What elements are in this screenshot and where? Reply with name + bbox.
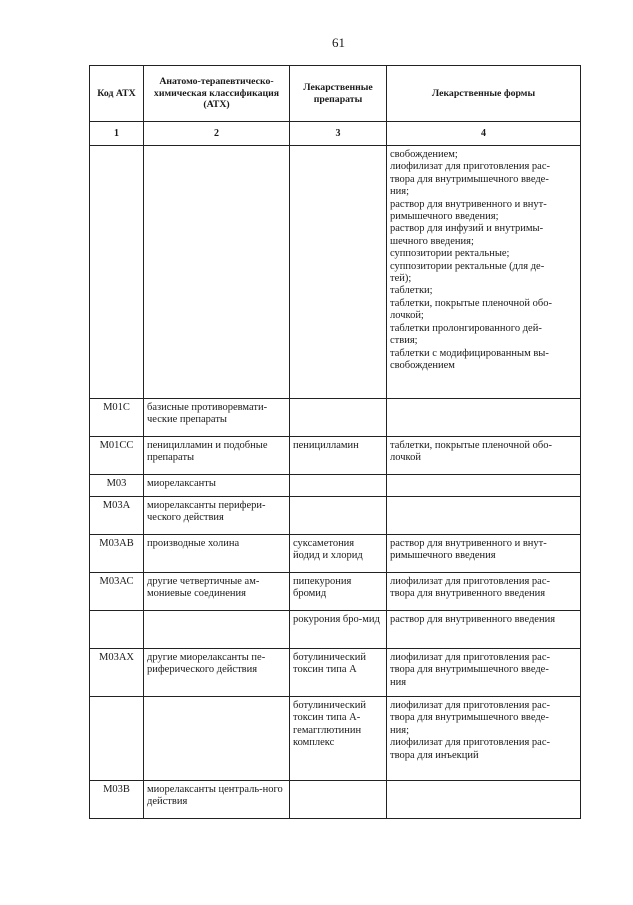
drug-cell xyxy=(290,781,387,819)
column-number: 1 xyxy=(90,122,144,146)
atc-code-cell: М03В xyxy=(90,781,144,819)
page-number: 61 xyxy=(332,35,345,50)
dosage-form-line: таблетки, покрытые пленочной обо- xyxy=(390,440,552,451)
drug-cell xyxy=(290,497,387,535)
table-row xyxy=(90,535,581,573)
dosage-forms-cell xyxy=(387,781,581,819)
dosage-form-line: раствор для инфузий и внутримы- xyxy=(390,223,544,235)
header-row xyxy=(90,66,581,122)
atc-code-cell: М03АС xyxy=(90,573,144,611)
classification-cell: миорелаксанты централь-ного действия xyxy=(144,781,290,819)
dosage-form-line: лочкой xyxy=(390,452,421,464)
dosage-forms-cell xyxy=(387,573,581,611)
drug-cell: ботулинический токсин типа А xyxy=(290,649,387,697)
dosage-form-line: твора для инъекций xyxy=(390,749,479,761)
dosage-form-line: раствор для внутривенного и внут- xyxy=(390,538,547,549)
dosage-forms-cell xyxy=(387,535,581,573)
column-number: 4 xyxy=(387,122,581,146)
dosage-form-line: твора для внутримышечного введе- xyxy=(390,173,549,185)
table-row xyxy=(90,781,581,819)
dosage-form-line: тей); xyxy=(390,273,412,285)
dosage-form-line: лиофилизат для приготовления рас- xyxy=(390,161,551,173)
atc-code-cell: М03АХ xyxy=(90,649,144,697)
dosage-form-line: ния; xyxy=(390,186,409,198)
header-atc-code: Код АТХ xyxy=(90,66,144,122)
dosage-form-line: лочкой; xyxy=(390,310,424,322)
dosage-form-line: лиофилизат для приготовления рас- xyxy=(390,700,551,711)
header-classification: Анатомо-терапевтическо-химическая классификация (АТХ) xyxy=(144,66,290,122)
dosage-form-line: таблетки; xyxy=(390,285,433,297)
dosage-form-line: свобождением xyxy=(390,359,455,371)
classification-cell xyxy=(144,146,290,399)
dosage-form-line: шечного введения; xyxy=(390,235,474,247)
dosage-form-line: суппозитории ректальные (для де- xyxy=(390,260,545,272)
drug-cell xyxy=(290,146,387,399)
column-number-row xyxy=(90,122,581,146)
atc-table xyxy=(89,65,581,819)
atc-code-cell: М03А xyxy=(90,497,144,535)
drug-cell: суксаметония йодид и хлорид xyxy=(290,535,387,573)
drug-cell: рокурония бро-мид xyxy=(290,611,387,649)
classification-cell: миорелаксанты перифери-ческого действия xyxy=(144,497,290,535)
dosage-forms-cell xyxy=(387,399,581,437)
dosage-forms-cell xyxy=(387,475,581,497)
table-row xyxy=(90,497,581,535)
classification-cell xyxy=(144,611,290,649)
dosage-form-line: твора для внутримышечного введе- xyxy=(390,664,549,676)
dosage-form-line: лиофилизат для приготовления рас- xyxy=(390,576,551,587)
atc-code-cell: М03АВ xyxy=(90,535,144,573)
drug-cell: пеницилламин xyxy=(290,437,387,475)
table-row xyxy=(90,573,581,611)
dosage-forms-cell xyxy=(387,611,581,649)
classification-cell: базисные противоревмати-ческие препараты xyxy=(144,399,290,437)
dosage-form-line: римышечного введения xyxy=(390,550,496,562)
dosage-form-line: лиофилизат для приготовления рас- xyxy=(390,652,551,663)
table-row xyxy=(90,146,581,399)
table-row xyxy=(90,475,581,497)
dosage-form-line: свобождением; xyxy=(390,149,458,160)
classification-cell: миорелаксанты xyxy=(144,475,290,497)
dosage-forms-cell xyxy=(387,497,581,535)
drug-cell xyxy=(290,475,387,497)
dosage-form-line: таблетки пролонгированного дей- xyxy=(390,322,542,334)
drug-cell: пипекурония бромид xyxy=(290,573,387,611)
dosage-form-line: лиофилизат для приготовления рас- xyxy=(390,737,551,749)
dosage-forms-cell xyxy=(387,146,581,399)
dosage-form-line: ния; xyxy=(390,724,409,736)
atc-code-cell xyxy=(90,146,144,399)
dosage-form-line: твора для внутримышечного введе- xyxy=(390,712,549,724)
dosage-form-line: таблетки, покрытые пленочной обо- xyxy=(390,297,552,309)
atc-code-cell: М01С xyxy=(90,399,144,437)
drug-cell xyxy=(290,399,387,437)
dosage-form-line: римышечного введения; xyxy=(390,211,499,223)
classification-cell: производные холина xyxy=(144,535,290,573)
dosage-form-line: ния xyxy=(390,676,407,688)
dosage-forms-cell xyxy=(387,697,581,781)
dosage-forms-cell xyxy=(387,649,581,697)
dosage-form-line: таблетки с модифицированным вы- xyxy=(390,347,549,359)
classification-cell: другие миорелаксанты пе-риферического действия xyxy=(144,649,290,697)
atc-code-cell xyxy=(90,697,144,781)
drug-cell: ботулинический токсин типа А-гемагглютинин комплекс xyxy=(290,697,387,781)
dosage-form-line: твора для внутривенного введения xyxy=(390,588,546,600)
table-row xyxy=(90,611,581,649)
table-row xyxy=(90,697,581,781)
dosage-form-line: ствия; xyxy=(390,335,418,347)
table-row xyxy=(90,399,581,437)
dosage-form-line: раствор для внутривенного введения xyxy=(390,614,556,625)
table-row xyxy=(90,437,581,475)
classification-cell xyxy=(144,697,290,781)
atc-code-cell: М01СС xyxy=(90,437,144,475)
classification-cell: другие четвертичные ам-мониевые соединения xyxy=(144,573,290,611)
column-number: 3 xyxy=(290,122,387,146)
classification-cell: пеницилламин и подобные препараты xyxy=(144,437,290,475)
header-drugs: Лекарственные препараты xyxy=(290,66,387,122)
dosage-form-line: раствор для внутривенного и внут- xyxy=(390,198,547,210)
header-dosage-forms: Лекарственные формы xyxy=(387,66,581,122)
dosage-forms-cell xyxy=(387,437,581,475)
dosage-form-line: суппозитории ректальные; xyxy=(390,248,510,260)
atc-code-cell: М03 xyxy=(90,475,144,497)
atc-code-cell xyxy=(90,611,144,649)
table-row xyxy=(90,649,581,697)
column-number: 2 xyxy=(144,122,290,146)
